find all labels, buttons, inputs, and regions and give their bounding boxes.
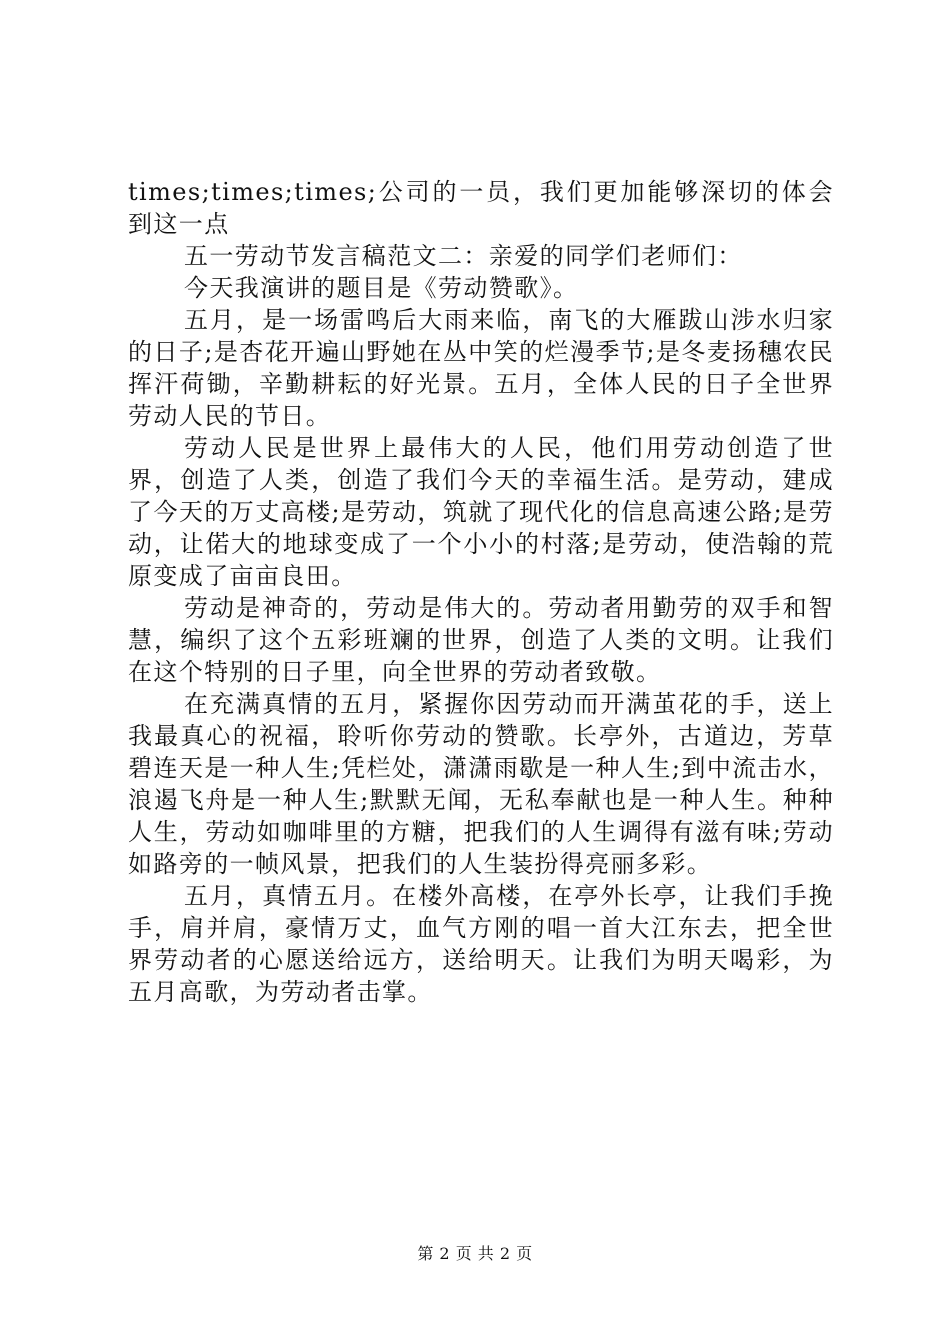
page-number: 第 2 页 共 2 页 — [417, 1244, 533, 1263]
paragraph-heading: 五一劳动节发言稿范文二：亲爱的同学们老师们： — [184, 242, 743, 270]
paragraph-continuation: times;times;times;公司的一员，我们更加能够深切的体会到这一点 — [128, 178, 834, 238]
paragraph-working-people: 劳动人民是世界上最伟大的人民，他们用劳动创造了世界，创造了人类，创造了我们今天的幸福生活。是劳动，建成了今天的万丈高楼;是劳动，筑就了现代化的信息高速公路;是劳动，让偌大的地球变成了一个小小的村落;是劳动，使浩翰的荒原变成了亩亩良田。 — [128, 434, 834, 590]
paragraph-may: 五月，是一场雷鸣后大雨来临，南飞的大雁跋山涉水归家的日子;是杏花开遍山野她在丛中笑的烂漫季节;是冬麦扬穗农民挥汗荷锄，辛勤耕耘的好光景。五月，全体人民的日子全世界劳动人民的节日。 — [128, 306, 834, 430]
paragraph-topic: 今天我演讲的题目是《劳动赞歌》。 — [184, 274, 579, 302]
paragraph-blessing: 在充满真情的五月，紧握你因劳动而开满茧花的手，送上我最真心的祝福，聆听你劳动的赞歌。长亭外，古道边，芳草碧连天是一种人生;凭栏处，潇潇雨歇是一种人生;到中流击水，浪遏飞舟是一种人生;默默无闻，无私奉献也是一种人生。种种人生，劳动如咖啡里的方糖，把我们的人生调得有滋有味;劳动如路旁的一帧风景，把我们的人生装扮得亮丽多彩。 — [128, 690, 834, 878]
paragraph-labor-is-great: 劳动是神奇的，劳动是伟大的。劳动者用勤劳的双手和智慧，编织了这个五彩班斓的世界，创造了人类的文明。让我们在这个特别的日子里，向全世界的劳动者致敬。 — [128, 594, 834, 686]
paragraph-closing: 五月，真情五月。在楼外高楼，在亭外长亭，让我们手挽手，肩并肩，豪情万丈，血气方刚的唱一首大江东去，把全世界劳动者的心愿送给远方，送给明天。让我们为明天喝彩，为五月高歌，为劳动者击掌。 — [128, 882, 834, 1006]
document-body — [128, 176, 834, 1008]
